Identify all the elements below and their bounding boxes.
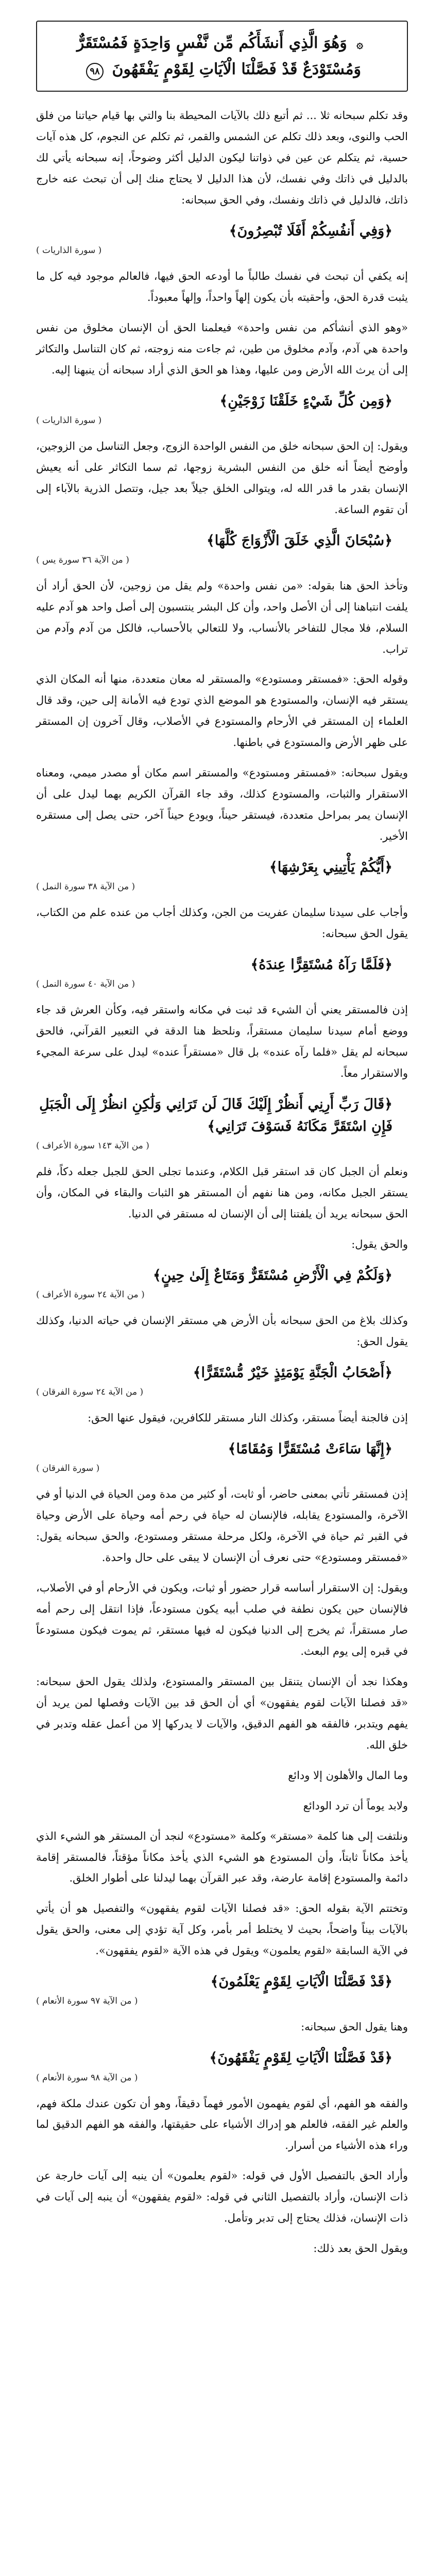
paragraph: ويقول: إن الاستقرار أساسه قرار حضور أو ثبات، ويكون في الأرحام أو في الأصلاب، فالإنسان حين يكون نطفة في صلب أبيه يكون مستودعاً، فإذا انتقل إلى رحم أمه صار مستقراً، ثم يخرج إلى الدنيا فيكون له فيها مستقر، ثم يموت فيكون مستودعاً في قبره إلى يوم البعث. xyxy=(36,1582,408,1657)
commentary-body xyxy=(36,105,408,2259)
paragraph: وتأخذ الحق هنا بقوله: «من نفس واحدة» ولم يقل من زوجين، لأن الحق أراد أن يلفت انتباهنا إلى أن الأصل واحد، وأن كل البشر ينتسبون إلى أصل واحد هو آدم عليه السلام، فلا مجال للتفاخر بالأنساب، ولا للتعالي بالأحساب، فالكل من آدم وآدم من تراب. xyxy=(36,579,408,655)
paragraph: ويقول: إن الحق سبحانه خلق من النفس الواحدة الزوج، وجعل التناسل من الزوجين، وأوضح أيضاً أنه خلق من النفس البشرية زوجها، ثم سما التكاثر على أنه يعيش الإنسان بقدر ما قدر الله له، ويتوالى الخلق جيلاً بعد جيل، وتتصل الذرية بالآباء إلى أن تقوم الساعة. xyxy=(36,439,408,516)
paragraph: ولابد يوماً أن ترد الودائع xyxy=(303,1799,408,1812)
paragraph: إذن فالمستقر يعني أن الشيء قد ثبت في مكانه واستقر فيه، وكأن العرش قد جاء ووضع أمام سيدنا سليمان مستقراً، ونلحظ هنا الدقة في التعبير القرآني، فالحق سبحانه لم يقل «فلما رآه عنده» بل قال «مستقراً عنده» ليدل على سرعة المجيء والاستقرار معاً. xyxy=(36,1004,408,1079)
verse-reference: ( من الآية ٢٤ سورة الأعراف ) xyxy=(36,1290,145,1300)
quran-quote: ﴿وَلَكُمْ فِي الْأَرْضِ مُسْتَقَرٌّ وَمَتَاعٌ إِلَىٰ حِينٍ﴾ xyxy=(152,1267,392,1284)
paragraph: وقد تكلم سبحانه ثلا ... ثم أتبع ذلك بالآيات المحيطة بنا والتي بها قيام حياتنا من فلق الحب والنوى، وبعد ذلك تكلم عن الشمس والقمر، ثم تكلم عن النجوم، كل هذه آيات حسية، ثم يتكلم عن عين في ذواتنا ليكون الدليل أكثر وضوحاً، إنه سبحانه يأتي لك بالدليل في ذاتك وفي نفسك، لأن هذا الدليل لا يحتاج منك إلى أن تبحث عنه خارج ذاتك، فالدليل في ذاتك ونفسك، وفي الحق سبحانه: xyxy=(36,109,408,206)
paragraph: وهكذا نجد أن الإنسان يتنقل بين المستقر والمستودع، ولذلك يقول الحق سبحانه: «قد فصلنا الآيات لقوم يفقهون» أي أن الحق قد بين الآيات وفصلها لمن يريد أن يفهم ويتدبر، فالفقه هو الفهم الدقيق، والآيات لا يدركها إلا من أعمل عقله وتدبر في خلق الله. xyxy=(36,1675,408,1751)
quran-quote: ﴿قَدْ فَصَّلْنَا الْآيَاتِ لِقَوْمٍ يَفْقَهُونَ﴾ xyxy=(209,2050,392,2066)
ornament-icon: ۞ xyxy=(356,38,364,51)
quran-quote: ﴿سُبْحَانَ الَّذِي خَلَقَ الْأَزْوَاجَ كُلَّهَا﴾ xyxy=(206,532,392,549)
verse-reference: ( من الآية ١٤٣ سورة الأعراف ) xyxy=(36,1141,149,1151)
header-verse-text: وَهُوَ الَّذِي أَنشَأَكُم مِّن نَّفْسٍ وَاحِدَةٍ فَمُسْتَقَرٌّ وَمُسْتَوْدَعٌ قَدْ فَصَّلْنَا الْآيَاتِ لِقَوْمٍ يَفْقَهُونَ xyxy=(76,34,361,78)
quran-quote: ﴿قَالَ رَبِّ أَرِنِي أَنظُرْ إِلَيْكَ قَالَ لَن تَرَانِي وَلَٰكِنِ انظُرْ إِلَى الْجَبَلِ فَإِنِ اسْتَقَرَّ مَكَانَهُ فَسَوْفَ تَرَانِي﴾ xyxy=(39,1096,392,1135)
verse-reference: ( من الآية ٣٦ سورة يس ) xyxy=(36,554,129,565)
quran-quote: ﴿إِنَّهَا سَاءَتْ مُسْتَقَرًّا وَمُقَامًا﴾ xyxy=(228,1441,392,1458)
verse-reference: ( سورة الفرقان ) xyxy=(36,1463,100,1474)
quran-quote: ﴿وَمِن كُلِّ شَيْءٍ خَلَقْنَا زَوْجَيْنِ﴾ xyxy=(219,393,392,409)
paragraph: ونعلم أن الجبل كان قد استقر قبل الكلام، وعندما تجلى الحق للجبل جعله دكاً، فلم يستقر الجبل مكانه، ومن هنا نفهم أن المستقر هو الثبات والبقاء في المكان، وأن الحق سبحانه يريد أن يلفتنا إلى أن الإنسان له مستقر في الدنيا. xyxy=(36,1165,408,1221)
paragraph: وأراد الحق بالتفصيل الأول في قوله: «لقوم يعلمون» أن ينبه إلى آيات خارجة عن ذات الإنسان، وأراد بالتفصيل الثاني في قوله: «لقوم يفقهون» أن ينبه إلى آيات في ذات الإنسان، فذلك يحتاج إلى تدبر وتأمل. xyxy=(36,2170,408,2225)
paragraph: والحق يقول: xyxy=(351,1238,408,1251)
paragraph: وأجاب على سيدنا سليمان عفريت من الجن، وكذلك أجاب من عنده علم من الكتاب، يقول الحق سبحانه: xyxy=(36,906,408,940)
paragraph: ونلتفت إلى هنا كلمة «مستقر» وكلمة «مستودع» لنجد أن المستقر هو الشيء الذي يأخذ مكاناً ثابتاً، وأن المستودع هو الشيء الذي يأخذ مكاناً مؤقتاً، فالمستقر إقامة دائمة والمستودع إقامة عارضة، وقد عبر القرآن بهما ليدلنا على أطوار الخلق. xyxy=(36,1829,408,1885)
verse-reference: ( من الآية ٤٠ سورة النمل ) xyxy=(36,979,135,990)
paragraph: «وهو الذي أنشأكم من نفس واحدة» فيعلمنا الحق أن الإنسان مخلوق من نفس واحدة هي آدم، وآدم مخلوق من طين، ثم جاءت منه زوجته، ثم كان التناسل والتكاثر إلى أن يرث الله الأرض ومن عليها، وهذا هو الحق الذي أراد سبحانه أن ينبهنا إليه. xyxy=(36,321,408,376)
quran-quote: ﴿أَيُّكُمْ يَأْتِينِي بِعَرْشِهَا﴾ xyxy=(269,859,392,875)
verse-reference: ( من الآية ٩٨ سورة الأنعام ) xyxy=(36,2072,138,2083)
verse-reference: ( سورة الذاريات ) xyxy=(36,415,102,426)
quran-quote: ﴿وَفِي أَنفُسِكُمْ أَفَلَا تُبْصِرُونَ﴾ xyxy=(229,223,392,239)
quran-quote: ﴿فَلَمَّا رَآهُ مُسْتَقِرًّا عِندَهُ﴾ xyxy=(250,957,392,973)
verse-number-badge: ٩٨ xyxy=(86,63,104,80)
paragraph: ويقول سبحانه: «فمستقر ومستودع» والمستقر اسم مكان أو مصدر ميمي، ومعناه الاستقرار والثبات، والمستودع كذلك، وقد جاء القرآن الكريم بهما ليدل على أن الإنسان يمر بمراحل متعددة، فيستقر حيناً، ويودع حيناً آخر، حتى يصل إلى مستقره الأخير. xyxy=(36,767,408,842)
quran-quote: ﴿قَدْ فَصَّلْنَا الْآيَاتِ لِقَوْمٍ يَعْلَمُونَ﴾ xyxy=(210,1974,392,1990)
paragraph: ويقول الحق بعد ذلك: xyxy=(313,2242,408,2255)
verse-reference: ( من الآية ٩٧ سورة الأنعام ) xyxy=(36,1996,138,2007)
paragraph: وقوله الحق: «فمستقر ومستودع» والمستقر له معان متعددة، منها أنه المكان الذي يستقر فيه الإنسان، والمستودع هو الموضع الذي تودع فيه الأمانة إلى حين، وقد قال العلماء إن المستقر في الأرحام والمستودع في الأصلاب، وقال آخرون إن المستقر على ظهر الأرض والمستودع في باطنها. xyxy=(36,673,408,749)
paragraph: إنه يكفي أن تبحث في نفسك طالباً ما أودعه الحق فيها، فالعالم موجود فيه كل ما يثبت قدرة الحق، وأحقيته بأن يكون إلهاً واحداً، وإلهاً معبوداً. xyxy=(36,269,408,303)
paragraph: إذن فالجنة أيضاً مستقر، وكذلك النار مستقر للكافرين، فيقول عنها الحق: xyxy=(88,1412,408,1425)
paragraph: وما المال والأهلون إلا ودائع xyxy=(288,1769,408,1782)
verse-reference: ( من الآية ٢٤ سورة الفرقان ) xyxy=(36,1387,144,1398)
verse-reference: ( سورة الذاريات ) xyxy=(36,245,102,256)
verse-reference: ( من الآية ٣٨ سورة النمل ) xyxy=(36,882,135,892)
paragraph: وتختتم الآية بقوله الحق: «قد فصلنا الآيات لقوم يفقهون» والتفصيل هو أن يأتي بالآيات بيناً واضحاً، بحيث لا يختلط أمر بأمر، وكل آية تؤدي إلى معنى، والحق يقول في الآية السابقة «لقوم يعلمون» ويقول في هذه الآية «لقوم يفقهون». xyxy=(36,1902,408,1957)
paragraph: وهنا يقول الحق سبحانه: xyxy=(301,2021,408,2033)
header-verse-box xyxy=(36,21,408,92)
paragraph: إذن فمستقر تأتي بمعنى حاضر، أو ثابت، أو كثير من مدة ومن الحياة في الدنيا أو في الآخرة، والمستودع يقابله، فالإنسان له حياة في رحم أمه وحياة على الأرض وحياة في القبر ثم حياة في الآخرة، ولكل مرحلة مستقر ومستودع، والحق سبحانه يقول: «فمستقر ومستودع» حتى نعرف أن الإنسان لا يبقى على حال واحدة. xyxy=(36,1488,408,1564)
paragraph: والفقه هو الفهم، أي لقوم يفهمون الأمور فهماً دقيقاً، وهو أن تكون عندك ملكة فهم، والعلم غير الفقه، فالعلم هو إدراك الأشياء على حقيقتها، والفقه هو الفهم الدقيق لما وراء هذه الأشياء من أسرار. xyxy=(36,2097,408,2152)
quran-quote: ﴿أَصْحَابُ الْجَنَّةِ يَوْمَئِذٍ خَيْرٌ مُّسْتَقَرًّا﴾ xyxy=(193,1365,392,1381)
paragraph: وكذلك بلاغ من الحق سبحانه بأن الأرض هي مستقر الإنسان في حياته الدنيا، وكذلك يقول الحق: xyxy=(36,1314,408,1348)
